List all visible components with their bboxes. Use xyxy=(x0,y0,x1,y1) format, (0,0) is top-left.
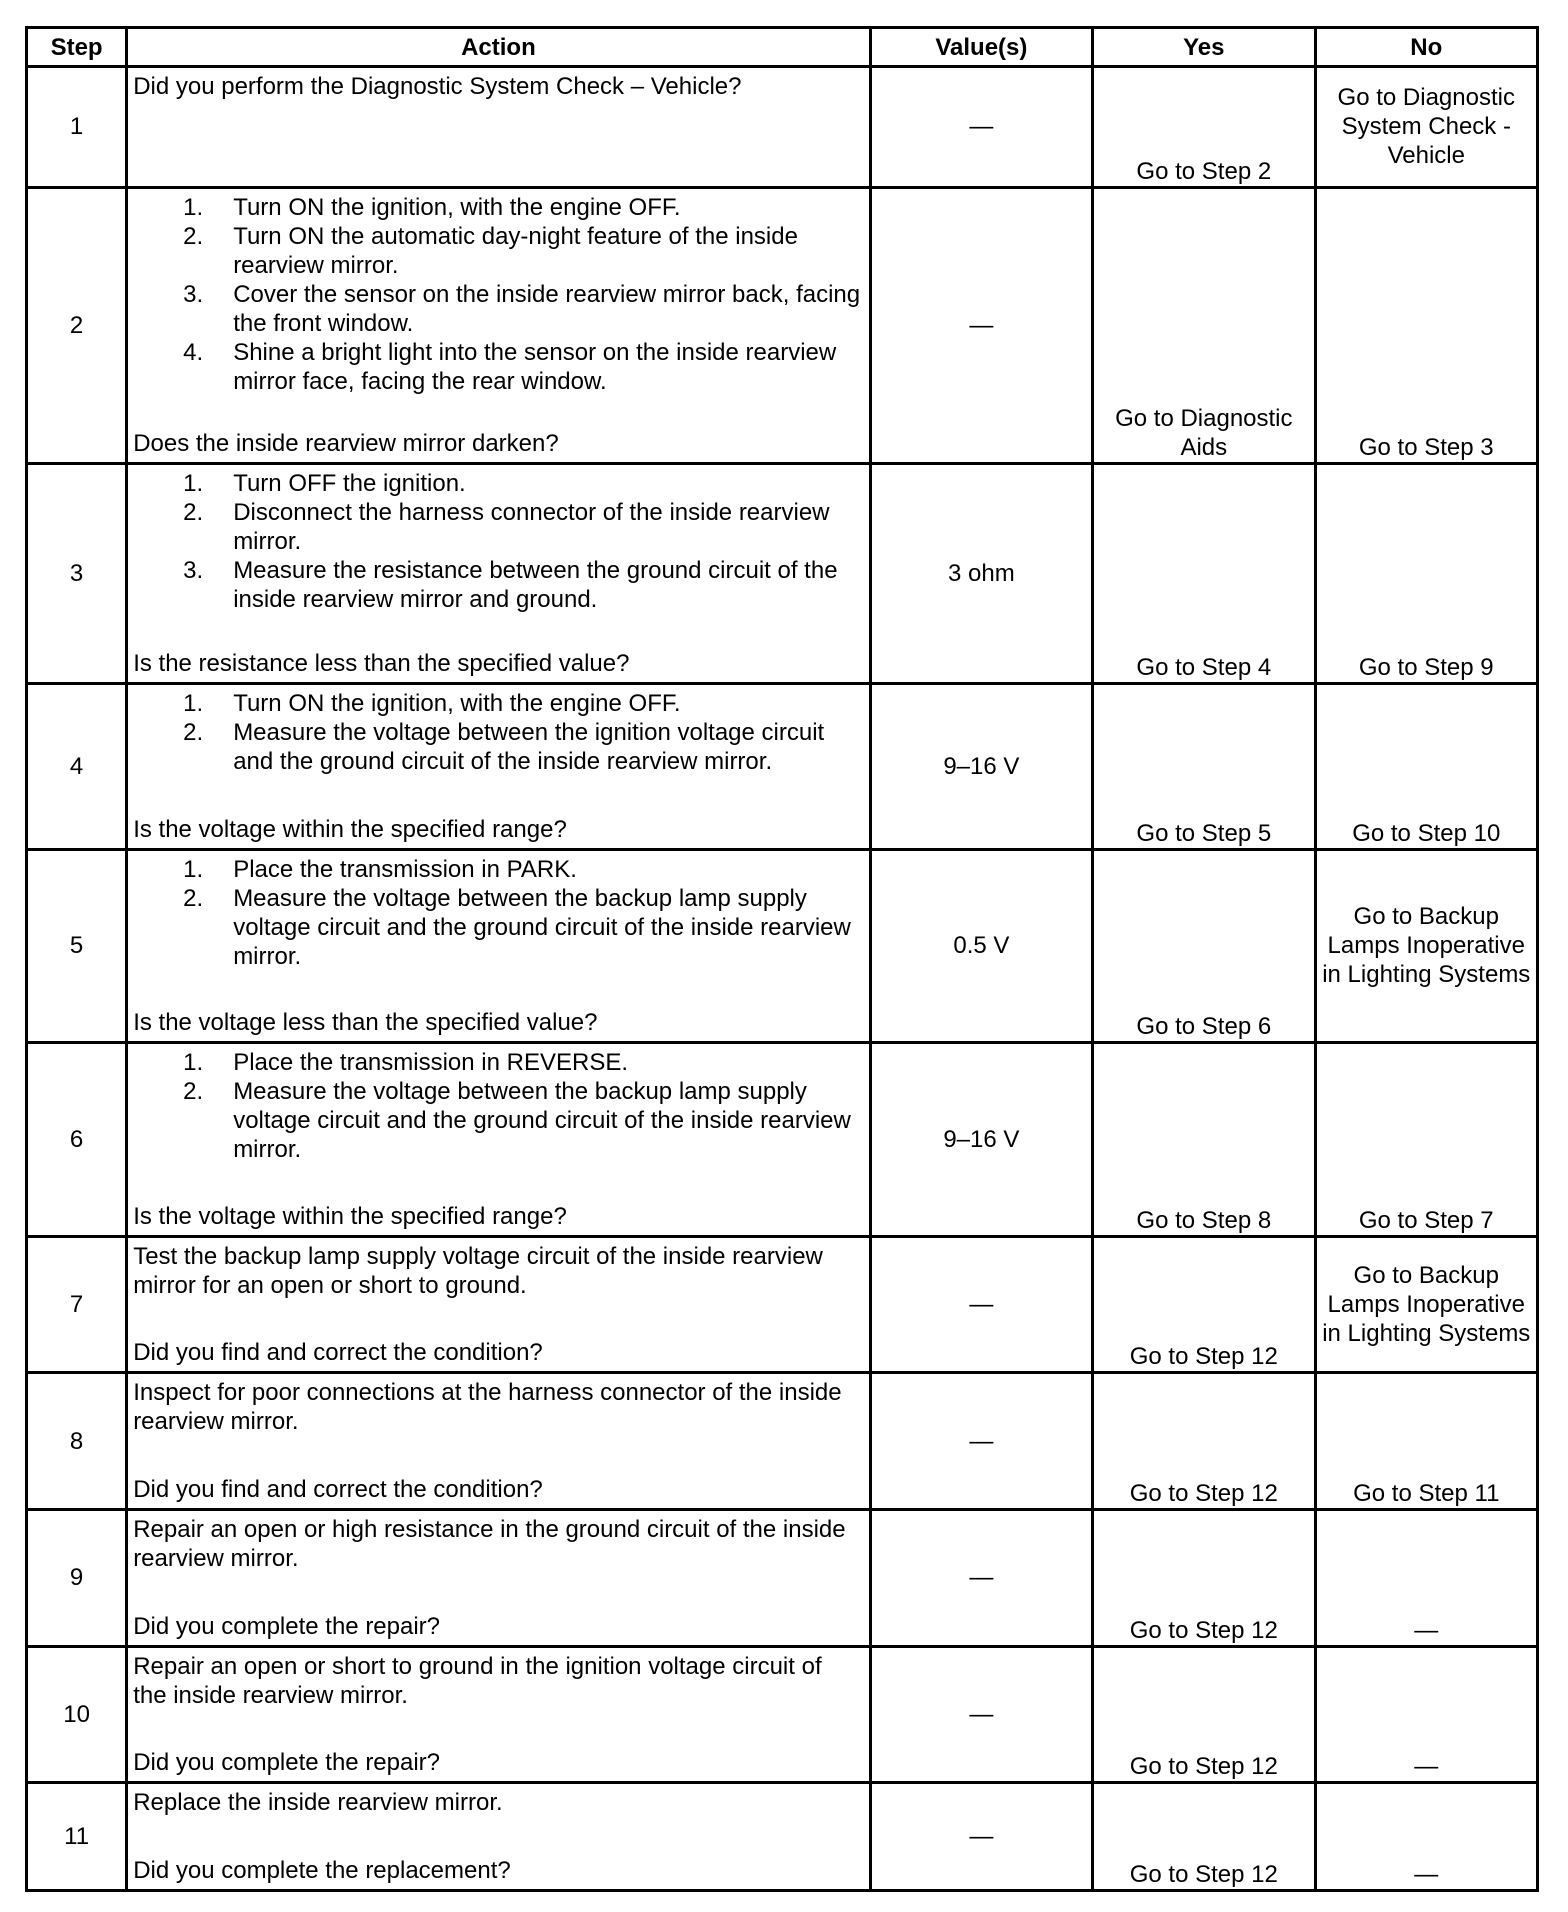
action-question: Did you complete the repair? xyxy=(133,1612,441,1640)
procedure-step-text: Place the transmission in PARK. xyxy=(233,855,577,883)
table-row xyxy=(27,1646,1538,1783)
procedure-step xyxy=(133,718,860,776)
procedure-step-text: Measure the resistance between the ground circuit of the inside rearview mirror and ground. xyxy=(233,556,838,613)
action-text: Repair an open or high resistance in the ground circuit of the inside rearview mirror. xyxy=(133,1515,846,1572)
no-cell: — xyxy=(1315,1509,1537,1646)
procedure-step-number: 3. xyxy=(183,556,204,584)
value-cell: — xyxy=(870,1646,1092,1783)
procedure-step-number: 1. xyxy=(183,193,204,221)
no-cell: Go to Step 3 xyxy=(1315,187,1537,463)
procedure-step xyxy=(133,222,860,280)
step-number: 7 xyxy=(27,1236,127,1373)
procedure-step-text: Measure the voltage between the backup lamp supply voltage circuit and the ground circuit of the inside rearview mirror. xyxy=(233,1078,851,1164)
action-question: Does the inside rearview mirror darken? xyxy=(133,429,559,457)
table-row xyxy=(27,463,1538,683)
procedure-step xyxy=(133,855,860,884)
step-number: 9 xyxy=(27,1509,127,1646)
no-cell: — xyxy=(1315,1783,1537,1891)
procedure-step xyxy=(133,280,860,338)
table-row xyxy=(27,187,1538,463)
no-cell: — xyxy=(1315,1646,1537,1783)
procedure-step-text: Turn ON the automatic day-night feature of the inside rearview mirror. xyxy=(233,222,798,279)
no-cell: Go to Step 11 xyxy=(1315,1373,1537,1510)
procedure-step-text: Turn OFF the ignition. xyxy=(233,469,466,497)
value-cell: 9–16 V xyxy=(870,1043,1092,1237)
action-cell xyxy=(127,67,870,188)
action-cell xyxy=(127,849,870,1043)
action-question: Did you complete the repair? xyxy=(133,1749,441,1777)
procedure-step-text: Turn ON the ignition, with the engine OFF. xyxy=(233,193,681,221)
procedure-step-number: 2. xyxy=(183,1078,204,1106)
step-number: 5 xyxy=(27,849,127,1043)
value-cell: — xyxy=(870,1236,1092,1373)
action-text: Inspect for poor connections at the harness connector of the inside rearview mirror. xyxy=(133,1379,842,1436)
step-number: 10 xyxy=(27,1646,127,1783)
procedure-step xyxy=(133,469,860,498)
yes-cell: Go to Step 6 xyxy=(1093,849,1315,1043)
action-question: Did you complete the replacement? xyxy=(133,1857,511,1884)
step-number: 3 xyxy=(27,463,127,683)
action-cell xyxy=(127,1783,870,1891)
yes-cell: Go to Step 12 xyxy=(1093,1783,1315,1891)
header-action: Action xyxy=(127,28,870,67)
header-no: No xyxy=(1315,28,1537,67)
procedure-step-text: Shine a bright light into the sensor on the inside rearview mirror face, facing the rear window. xyxy=(233,338,837,395)
action-cell xyxy=(127,1373,870,1510)
procedure-step-text: Cover the sensor on the inside rearview mirror back, facing the front window. xyxy=(233,280,861,337)
procedure-step-number: 2. xyxy=(183,884,204,912)
procedure-step xyxy=(133,556,860,614)
value-cell: — xyxy=(870,67,1092,188)
procedure-step-text: Place the transmission in REVERSE. xyxy=(233,1049,629,1077)
yes-cell: Go to Step 8 xyxy=(1093,1043,1315,1237)
value-cell: 0.5 V xyxy=(870,849,1092,1043)
no-cell: Go to Backup Lamps Inoperative in Lighting Systems xyxy=(1315,1236,1537,1373)
yes-cell: Go to Diagnostic Aids xyxy=(1093,187,1315,463)
header-step: Step xyxy=(27,28,127,67)
value-cell: — xyxy=(870,187,1092,463)
table-row xyxy=(27,1509,1538,1646)
procedure-step-number: 1. xyxy=(183,469,204,497)
no-cell: Go to Backup Lamps Inoperative in Lighting Systems xyxy=(1315,849,1537,1043)
yes-cell: Go to Step 12 xyxy=(1093,1646,1315,1783)
procedure-step-text: Turn ON the ignition, with the engine OFF. xyxy=(233,689,681,717)
step-number: 4 xyxy=(27,683,127,849)
yes-cell: Go to Step 12 xyxy=(1093,1236,1315,1373)
action-question: Is the voltage less than the specified value? xyxy=(133,1009,598,1037)
action-text: Did you perform the Diagnostic System Check – Vehicle? xyxy=(133,73,742,100)
action-cell xyxy=(127,683,870,849)
value-cell: — xyxy=(870,1509,1092,1646)
step-number: 2 xyxy=(27,187,127,463)
value-cell: 9–16 V xyxy=(870,683,1092,849)
action-cell xyxy=(127,187,870,463)
action-text: Test the backup lamp supply voltage circuit of the inside rearview mirror for an open or short to ground. xyxy=(133,1242,823,1299)
action-question: Is the voltage within the specified range? xyxy=(133,1202,567,1230)
value-cell: 3 ohm xyxy=(870,463,1092,683)
value-cell: — xyxy=(870,1373,1092,1510)
table-row xyxy=(27,1236,1538,1373)
procedure-step xyxy=(133,884,860,971)
table-row xyxy=(27,683,1538,849)
action-question: Did you find and correct the condition? xyxy=(133,1339,543,1367)
no-cell: Go to Diagnostic System Check - Vehicle xyxy=(1315,67,1537,188)
procedure-step-number: 2. xyxy=(183,718,204,746)
diagnostic-table xyxy=(25,26,1539,1892)
no-cell: Go to Step 9 xyxy=(1315,463,1537,683)
procedure-step xyxy=(133,1077,860,1164)
procedure-list xyxy=(133,469,860,614)
action-text: Replace the inside rearview mirror. xyxy=(133,1789,503,1817)
procedure-step xyxy=(133,689,860,718)
table-row xyxy=(27,1043,1538,1237)
procedure-step-number: 3. xyxy=(183,280,204,308)
procedure-list xyxy=(133,193,860,396)
procedure-step xyxy=(133,193,860,222)
step-number: 6 xyxy=(27,1043,127,1237)
procedure-step-number: 1. xyxy=(183,1049,204,1077)
no-cell: Go to Step 7 xyxy=(1315,1043,1537,1237)
no-cell: Go to Step 10 xyxy=(1315,683,1537,849)
action-question: Did you find and correct the condition? xyxy=(133,1475,543,1503)
header-yes: Yes xyxy=(1093,28,1315,67)
procedure-list xyxy=(133,1048,860,1164)
yes-cell: Go to Step 12 xyxy=(1093,1373,1315,1510)
action-cell xyxy=(127,463,870,683)
step-number: 1 xyxy=(27,67,127,188)
value-cell: — xyxy=(870,1783,1092,1891)
header-row xyxy=(27,28,1538,67)
procedure-step-text: Measure the voltage between the ignition voltage circuit and the ground circuit of the inside rearview mirror. xyxy=(233,718,825,775)
yes-cell: Go to Step 12 xyxy=(1093,1509,1315,1646)
procedure-list xyxy=(133,689,860,776)
yes-cell: Go to Step 2 xyxy=(1093,67,1315,188)
action-question: Is the resistance less than the specified value? xyxy=(133,649,630,677)
yes-cell: Go to Step 4 xyxy=(1093,463,1315,683)
action-question: Is the voltage within the specified range? xyxy=(133,815,567,843)
table-row xyxy=(27,849,1538,1043)
table-row xyxy=(27,1783,1538,1891)
procedure-step-number: 1. xyxy=(183,689,204,717)
procedure-step xyxy=(133,498,860,556)
procedure-step-number: 1. xyxy=(183,855,204,883)
procedure-step-text: Disconnect the harness connector of the inside rearview mirror. xyxy=(233,498,830,555)
table-row xyxy=(27,67,1538,188)
action-cell xyxy=(127,1646,870,1783)
procedure-step xyxy=(133,338,860,396)
action-text: Repair an open or short to ground in the ignition voltage circuit of the inside rearview mirror. xyxy=(133,1652,822,1709)
yes-cell: Go to Step 5 xyxy=(1093,683,1315,849)
header-values: Value(s) xyxy=(870,28,1092,67)
table-row xyxy=(27,1373,1538,1510)
action-cell xyxy=(127,1236,870,1373)
procedure-step-number: 4. xyxy=(183,338,204,366)
procedure-list xyxy=(133,855,860,971)
procedure-step-number: 2. xyxy=(183,222,204,250)
action-cell xyxy=(127,1043,870,1237)
step-number: 8 xyxy=(27,1373,127,1510)
procedure-step xyxy=(133,1048,860,1077)
procedure-step-text: Measure the voltage between the backup lamp supply voltage circuit and the ground circuit of the inside rearview mirror. xyxy=(233,884,851,970)
procedure-step-number: 2. xyxy=(183,498,204,526)
action-cell xyxy=(127,1509,870,1646)
step-number: 11 xyxy=(27,1783,127,1891)
